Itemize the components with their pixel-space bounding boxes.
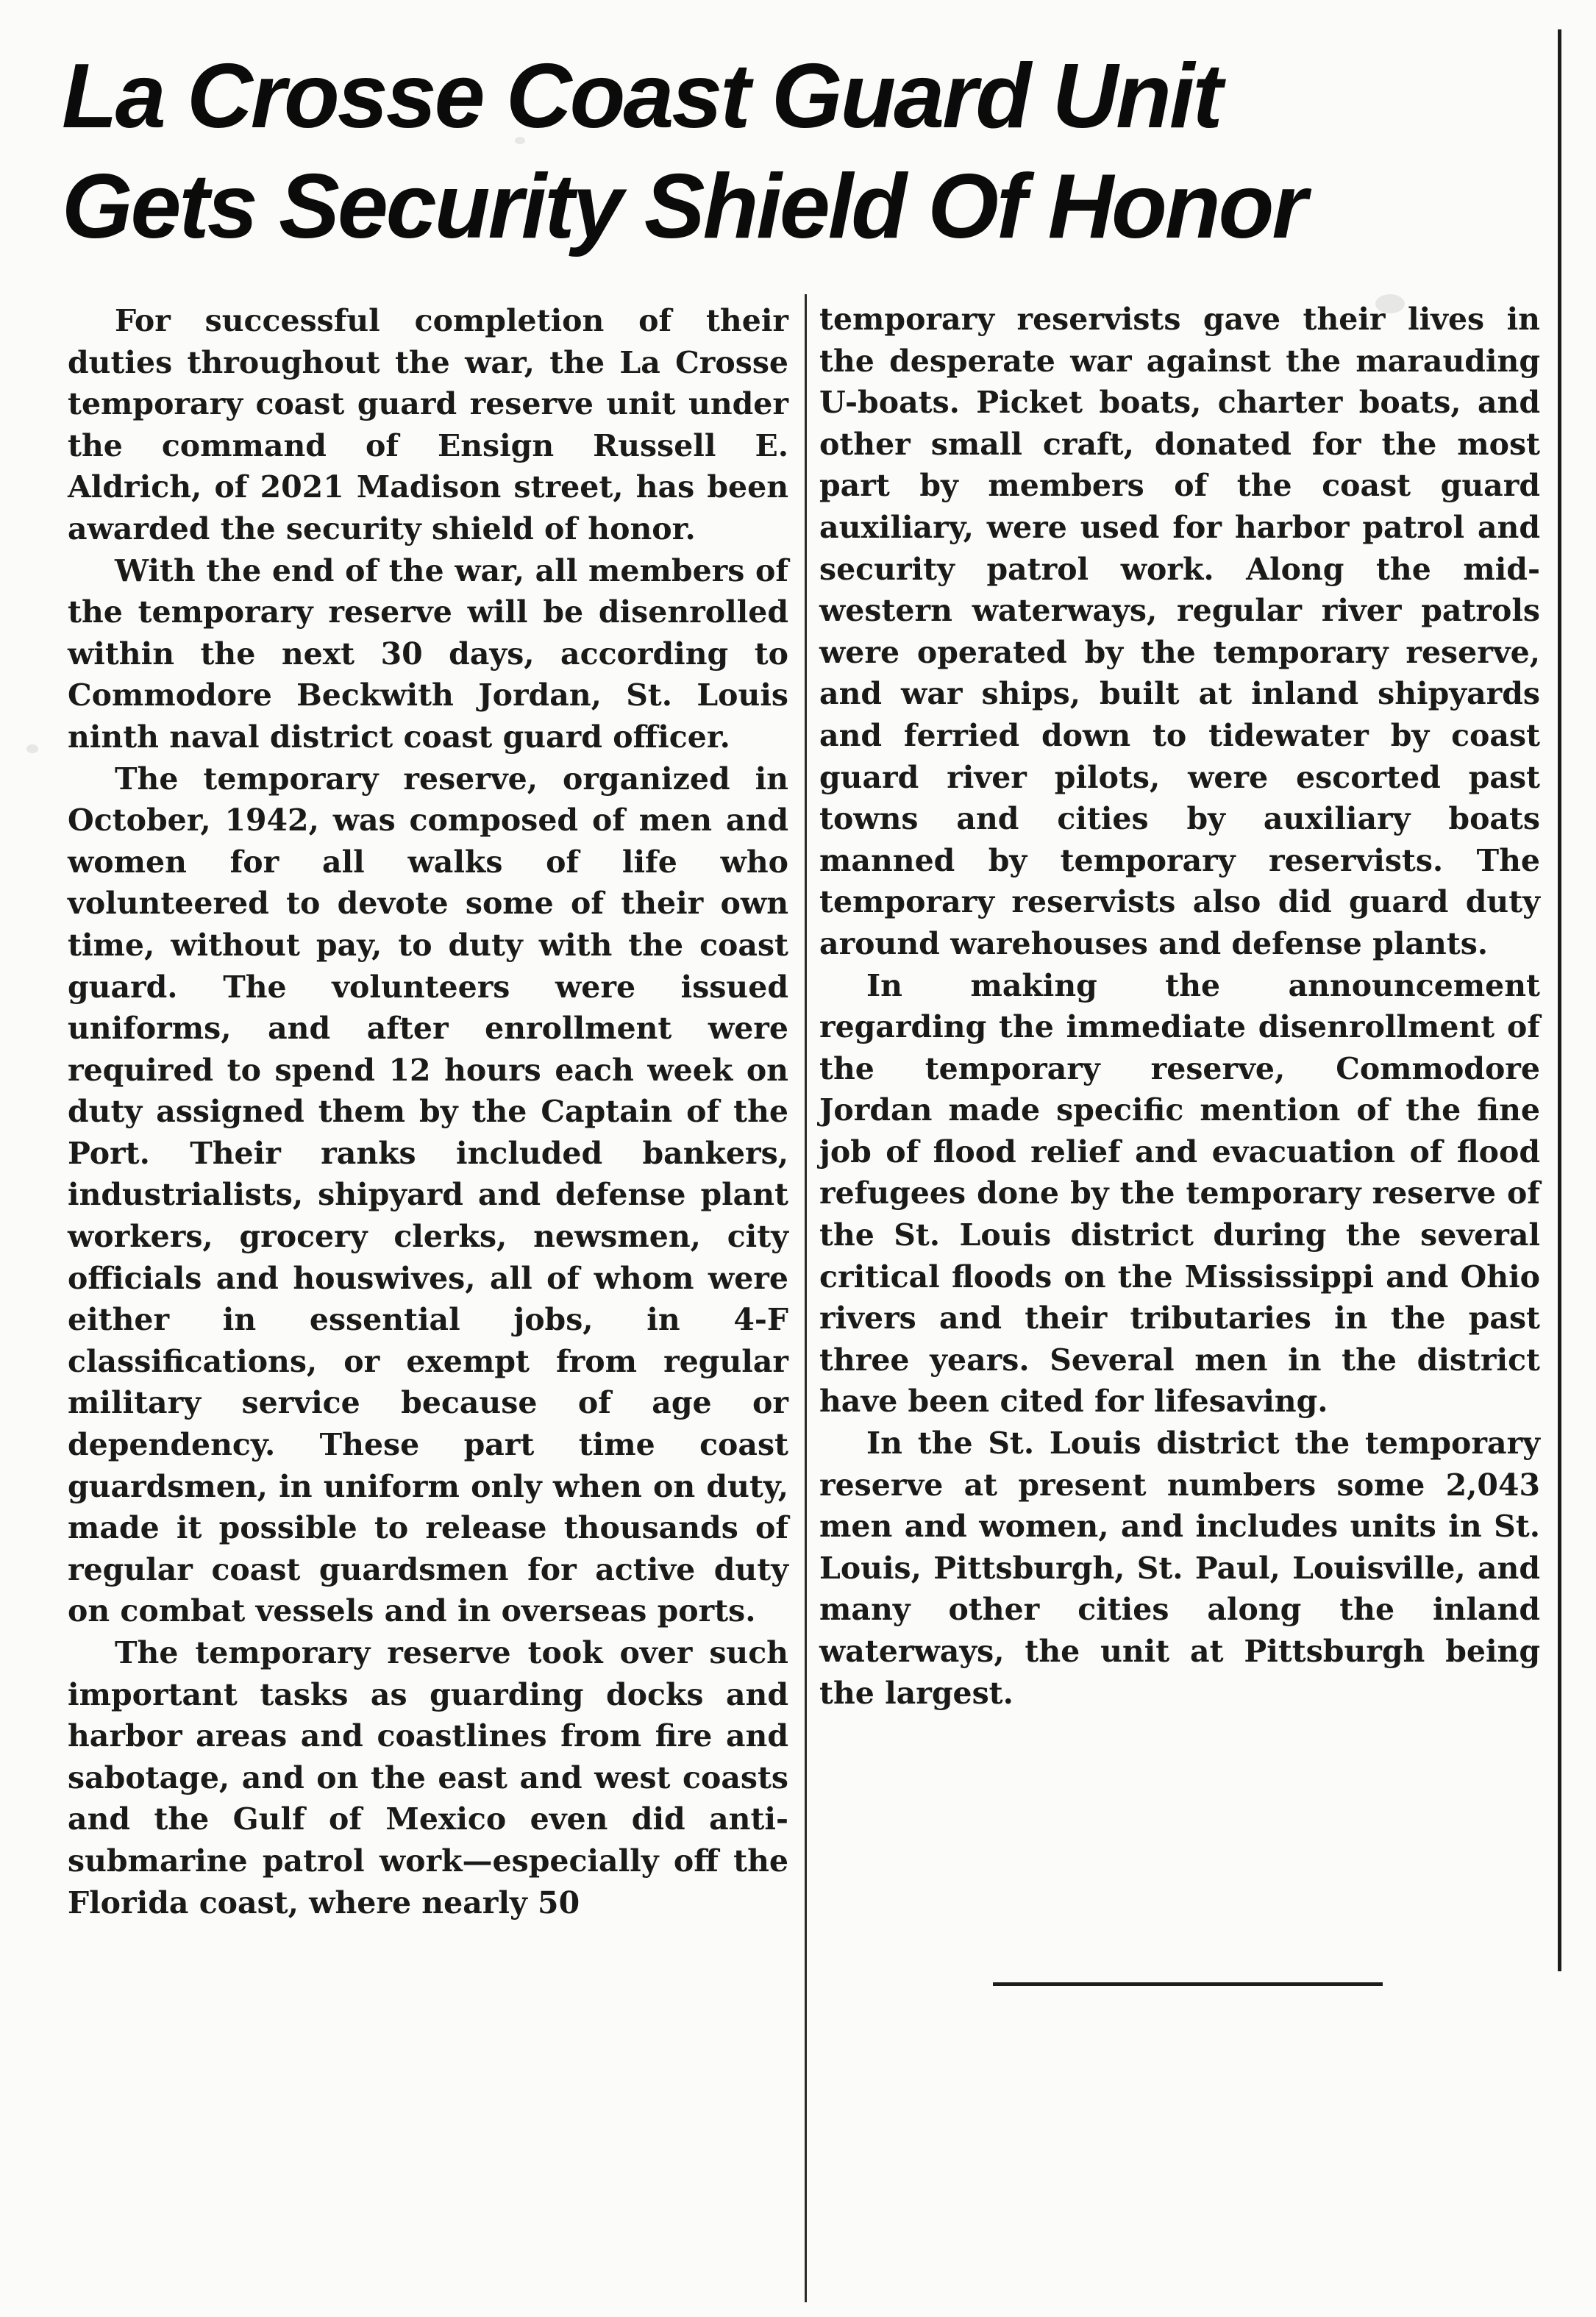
paragraph-2: With the end of the war, all members of the temporary reserve will be disenrolled within the next 30 days, according to Commodore Beckwith Jordan, St. Louis ninth naval district coast guard officer. — [68, 552, 788, 755]
paragraph-4-continued: temporary reservists gave their lives in the desperate war against the marauding U-boats. Picket boats, charter boats, and other small craft, donated for the most part by members of the coast guard auxiliary, were used for harbor patrol and security patrol work. Along the mid-western waterways, regular river patrols were operated by the temporary reserve, and war ships, built at inland shipyards and ferried down to tidewater by coast guard river pilots, were escorted past towns and cities by auxiliary boats manned by temporary reservists. The temporary reservists also did guard duty around warehouses and defense plants. — [819, 302, 1540, 961]
paragraph-3: The temporary reserve, organized in October, 1942, was composed of men and women for all walks of life who volunteered to devote some of their own time, without pay, to duty with the coast guard. The volunteers were issued uniforms, and after enrollment were required to spend 12 hours each week on duty assigned them by the Captain of the Port. Their ranks included bankers, industrialists, shipyard and defense plant workers, grocery clerks, newsmen, city officials and houswives, all of whom were either in essential jobs, in 4-F classifications, or exempt from regular military service because of age or dependency. These part time coast guardsmen, in uniform only when on duty, made it possible to release thousands of regular coast guardsmen for active duty on combat vessels and in overseas ports. — [68, 761, 788, 1629]
headline-line-2: Gets Security Shield Of Honor — [62, 156, 1305, 257]
paragraph-5: In making the announcement regarding the immediate disenrollment of the temporary reserve, Commodore Jordan made specific mention of the fine job of flood relief and evacuation of flood refugees done by the temporary reserve of the St. Louis district during the several critical floods on the Mississippi and Ohio rivers and their tributaries in the past three years. Several men in the district have been cited for lifesaving. — [819, 967, 1540, 1420]
print-speck — [26, 744, 38, 753]
paragraph-1: For successful completion of their duties throughout the war, the La Crosse temporary coast guard reserve unit under the command of Ensign Russell E. Aldrich, of 2021 Madison street, has been awarded the security shield of honor. — [68, 303, 788, 547]
print-speck — [1375, 294, 1405, 313]
right-border-rule — [1558, 29, 1561, 1971]
end-of-article-rule — [993, 1982, 1383, 1986]
print-speck — [515, 137, 525, 144]
headline-line-1: La Crosse Coast Guard Unit — [62, 46, 1221, 147]
paragraph-4: The temporary reserve took over such important tasks as guarding docks and harbor areas and coastlines from fire and sabotage, and on the east and west coasts and the Gulf of Mexico even did anti-submarine patrol work—especially off the Florida coast, where nearly 50 — [68, 1635, 788, 1921]
right-column — [819, 299, 1540, 1714]
left-column — [68, 300, 788, 1923]
column-divider — [805, 294, 807, 2302]
paragraph-6: In the St. Louis district the temporary reserve at present numbers some 2,043 men and women, and includes units in St. Louis, Pittsburgh, St. Paul, Louisville, and many other cities along the inland waterways, the unit at Pittsburgh being the largest. — [819, 1426, 1540, 1711]
headline — [62, 41, 1540, 262]
